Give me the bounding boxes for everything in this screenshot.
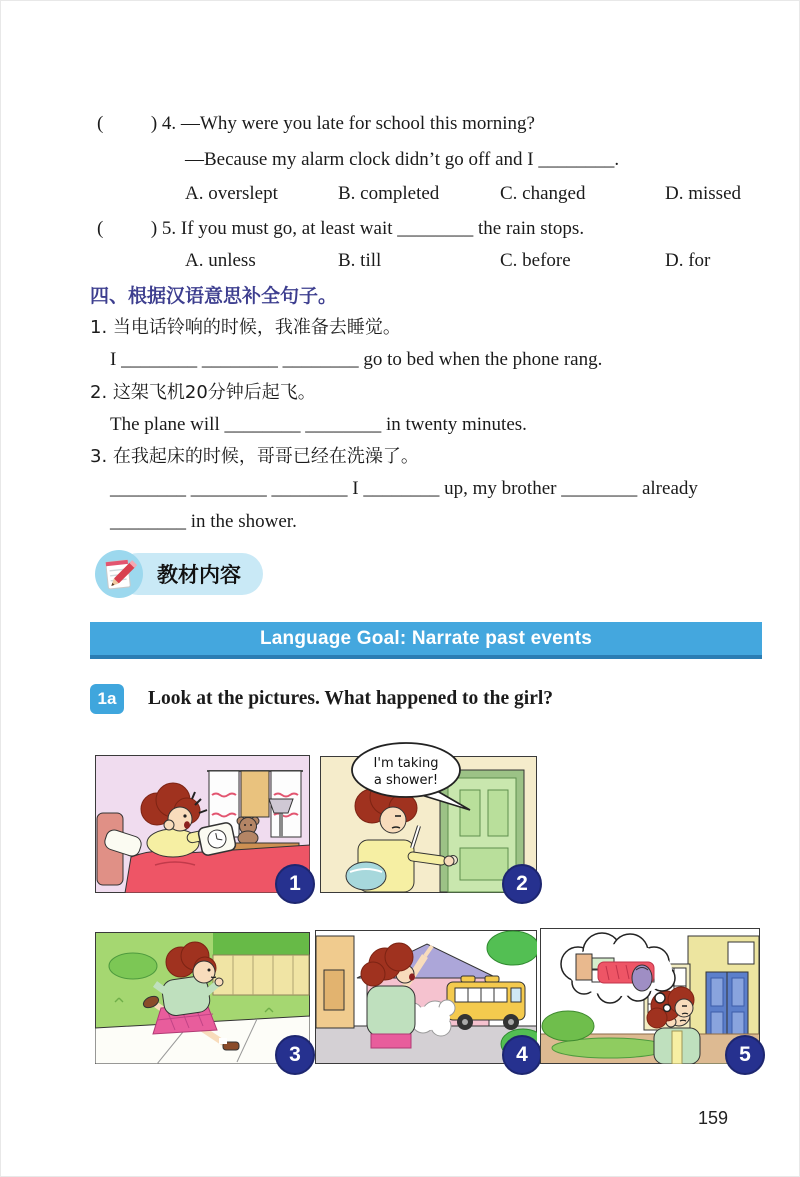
mc-q4-question: ( ) 4. —Why were you late for school this morning? <box>97 113 535 134</box>
mc-q4-option-b: B. completed <box>338 183 440 204</box>
section4-item2-cn: 2. 这架飞机20分钟后起飞。 <box>90 382 316 403</box>
picture-4 <box>315 930 537 1064</box>
section4-item1-en: I ________ ________ ________ go to bed when the phone rang. <box>110 349 603 370</box>
textbook-content-label: 教材内容 <box>157 563 241 587</box>
section4-item3-en-line1: ________ ________ ________ I ________ up, my brother ________ already <box>110 478 698 499</box>
speech-line-1: I'm taking <box>373 756 439 771</box>
speech-line-2: a shower! <box>373 773 439 788</box>
left-building-icon <box>316 936 354 1028</box>
activity-1a-badge: 1a <box>90 684 124 714</box>
language-goal-text: Language Goal: Narrate past events <box>259 627 592 649</box>
section4-item3-cn: 3. 在我起床的时候，哥哥已经在洗澡了。 <box>90 446 419 467</box>
section4-item2-en: The plane will ________ ________ in twenty minutes. <box>110 414 527 435</box>
picture-2-illustration <box>320 738 537 893</box>
bush-icon <box>542 1011 594 1041</box>
textbook-content-badge <box>95 553 263 595</box>
mc-q5-option-a: A. unless <box>185 250 256 271</box>
mc-q5-option-d: D. for <box>665 250 711 271</box>
alarm-clock-icon <box>197 822 236 856</box>
picture-number-badge: 2 <box>502 864 542 904</box>
picture-number-badge: 1 <box>275 864 315 904</box>
picture-number-badge: 4 <box>502 1035 542 1075</box>
mc-q5-options <box>185 250 765 274</box>
hedge-icon <box>213 933 309 955</box>
section4-item3-en-line2: ________ in the shower. <box>110 511 297 532</box>
tree-icon <box>487 931 537 965</box>
mc-q5-option-c: C. before <box>500 250 571 271</box>
picture-number-badge: 3 <box>275 1035 315 1075</box>
mc-q4-option-d: D. missed <box>665 183 741 204</box>
picture-5 <box>540 928 760 1064</box>
towel-icon <box>346 862 386 890</box>
section4-item1-cn: 1. 当电话铃响的时候，我准备去睡觉。 <box>90 317 401 338</box>
fence-icon <box>213 955 309 995</box>
picture-2 <box>320 738 537 893</box>
mc-q4-option-c: C. changed <box>500 183 586 204</box>
bush-icon <box>109 953 157 979</box>
mc-q5-question: ( ) 5. If you must go, at least wait ________ the rain stops. <box>97 218 585 239</box>
notepad-pencil-icon <box>93 548 145 600</box>
section4-heading: 四、根据汉语意思补全句子。 <box>90 285 338 307</box>
mc-q4-answer-line: —Because my alarm clock didn’t go off and I ________. <box>185 149 620 170</box>
picture-4-illustration <box>315 930 537 1064</box>
picture-number-badge: 5 <box>725 1035 765 1075</box>
page-number: 159 <box>698 1108 729 1128</box>
activity-1a-instruction: Look at the pictures. What happened to the girl? <box>148 688 554 709</box>
mc-q4-option-a: A. overslept <box>185 183 278 204</box>
picture-3 <box>95 932 310 1064</box>
language-goal-banner <box>90 622 762 659</box>
mc-q5-option-b: B. till <box>338 250 382 271</box>
picture-1 <box>95 755 310 893</box>
mc-q4-options <box>185 183 765 207</box>
